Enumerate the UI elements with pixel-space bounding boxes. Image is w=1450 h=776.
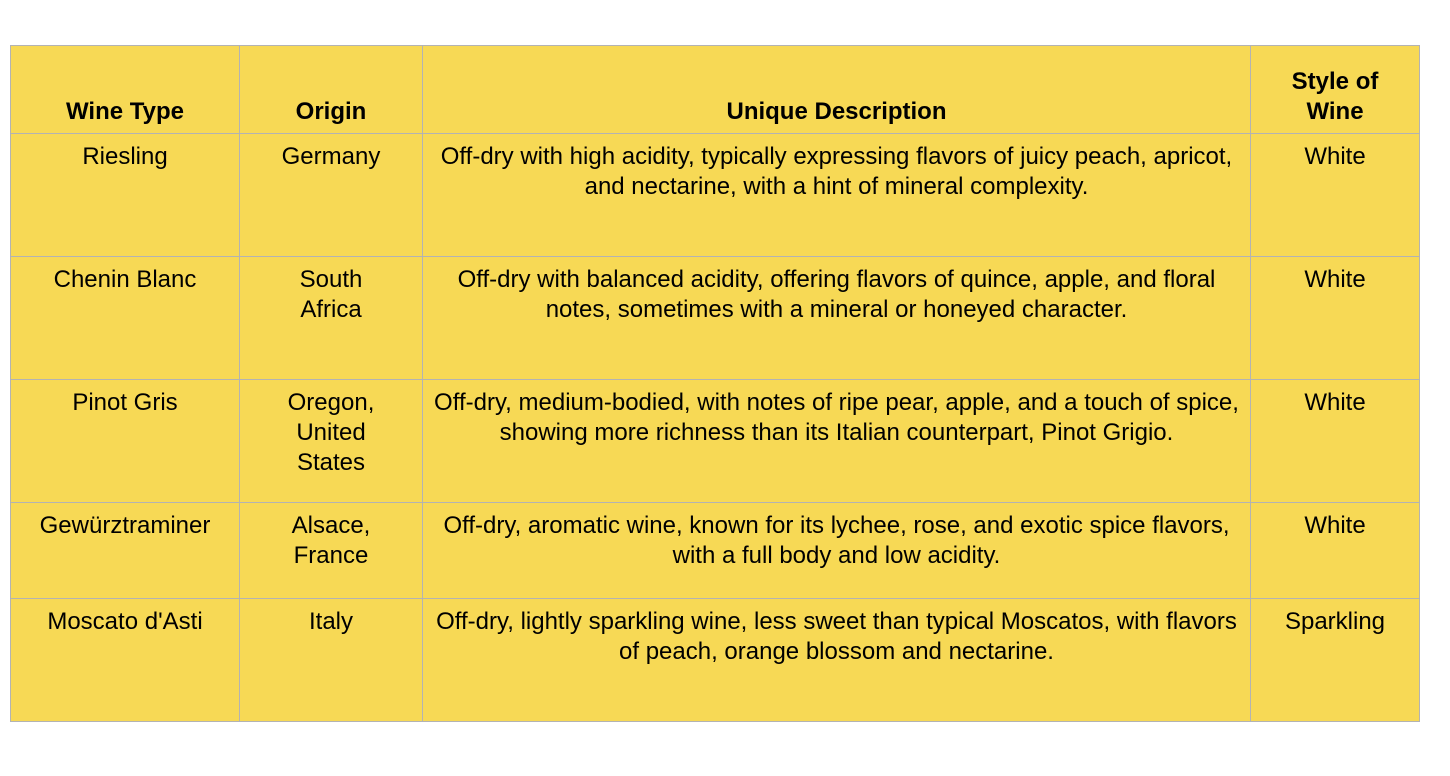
cell-description: Off-dry with balanced acidity, offering flavors of quince, apple, and floral notes, sometimes with a mineral or honeyed character. xyxy=(423,257,1251,380)
cell-style: White xyxy=(1251,257,1420,380)
cell-wine-type: Moscato d'Asti xyxy=(11,599,240,722)
cell-wine-type: Gewürztraminer xyxy=(11,503,240,599)
table-row xyxy=(11,599,1420,722)
cell-wine-type: Chenin Blanc xyxy=(11,257,240,380)
table-row xyxy=(11,380,1420,503)
wine-table xyxy=(10,45,1420,722)
header-origin: Origin xyxy=(240,46,423,134)
cell-origin: South Africa xyxy=(240,257,423,380)
header-wine-type: Wine Type xyxy=(11,46,240,134)
cell-description: Off-dry, medium-bodied, with notes of ripe pear, apple, and a touch of spice, showing more richness than its Italian counterpart, Pinot Grigio. xyxy=(423,380,1251,503)
cell-description: Off-dry, lightly sparkling wine, less sweet than typical Moscatos, with flavors of peach, orange blossom and nectarine. xyxy=(423,599,1251,722)
cell-style: White xyxy=(1251,380,1420,503)
cell-origin: Alsace, France xyxy=(240,503,423,599)
table-row xyxy=(11,257,1420,380)
table-row xyxy=(11,503,1420,599)
cell-origin: Italy xyxy=(240,599,423,722)
cell-origin: Oregon, United States xyxy=(240,380,423,503)
cell-style: White xyxy=(1251,503,1420,599)
cell-description: Off-dry, aromatic wine, known for its lychee, rose, and exotic spice flavors, with a full body and low acidity. xyxy=(423,503,1251,599)
cell-description: Off-dry with high acidity, typically expressing flavors of juicy peach, apricot, and nectarine, with a hint of mineral complexity. xyxy=(423,134,1251,257)
cell-style: White xyxy=(1251,134,1420,257)
cell-style: Sparkling xyxy=(1251,599,1420,722)
table-row xyxy=(11,134,1420,257)
header-style: Style of Wine xyxy=(1251,46,1420,134)
cell-wine-type: Pinot Gris xyxy=(11,380,240,503)
header-description: Unique Description xyxy=(423,46,1251,134)
table-header-row xyxy=(11,46,1420,134)
cell-origin: Germany xyxy=(240,134,423,257)
cell-wine-type: Riesling xyxy=(11,134,240,257)
